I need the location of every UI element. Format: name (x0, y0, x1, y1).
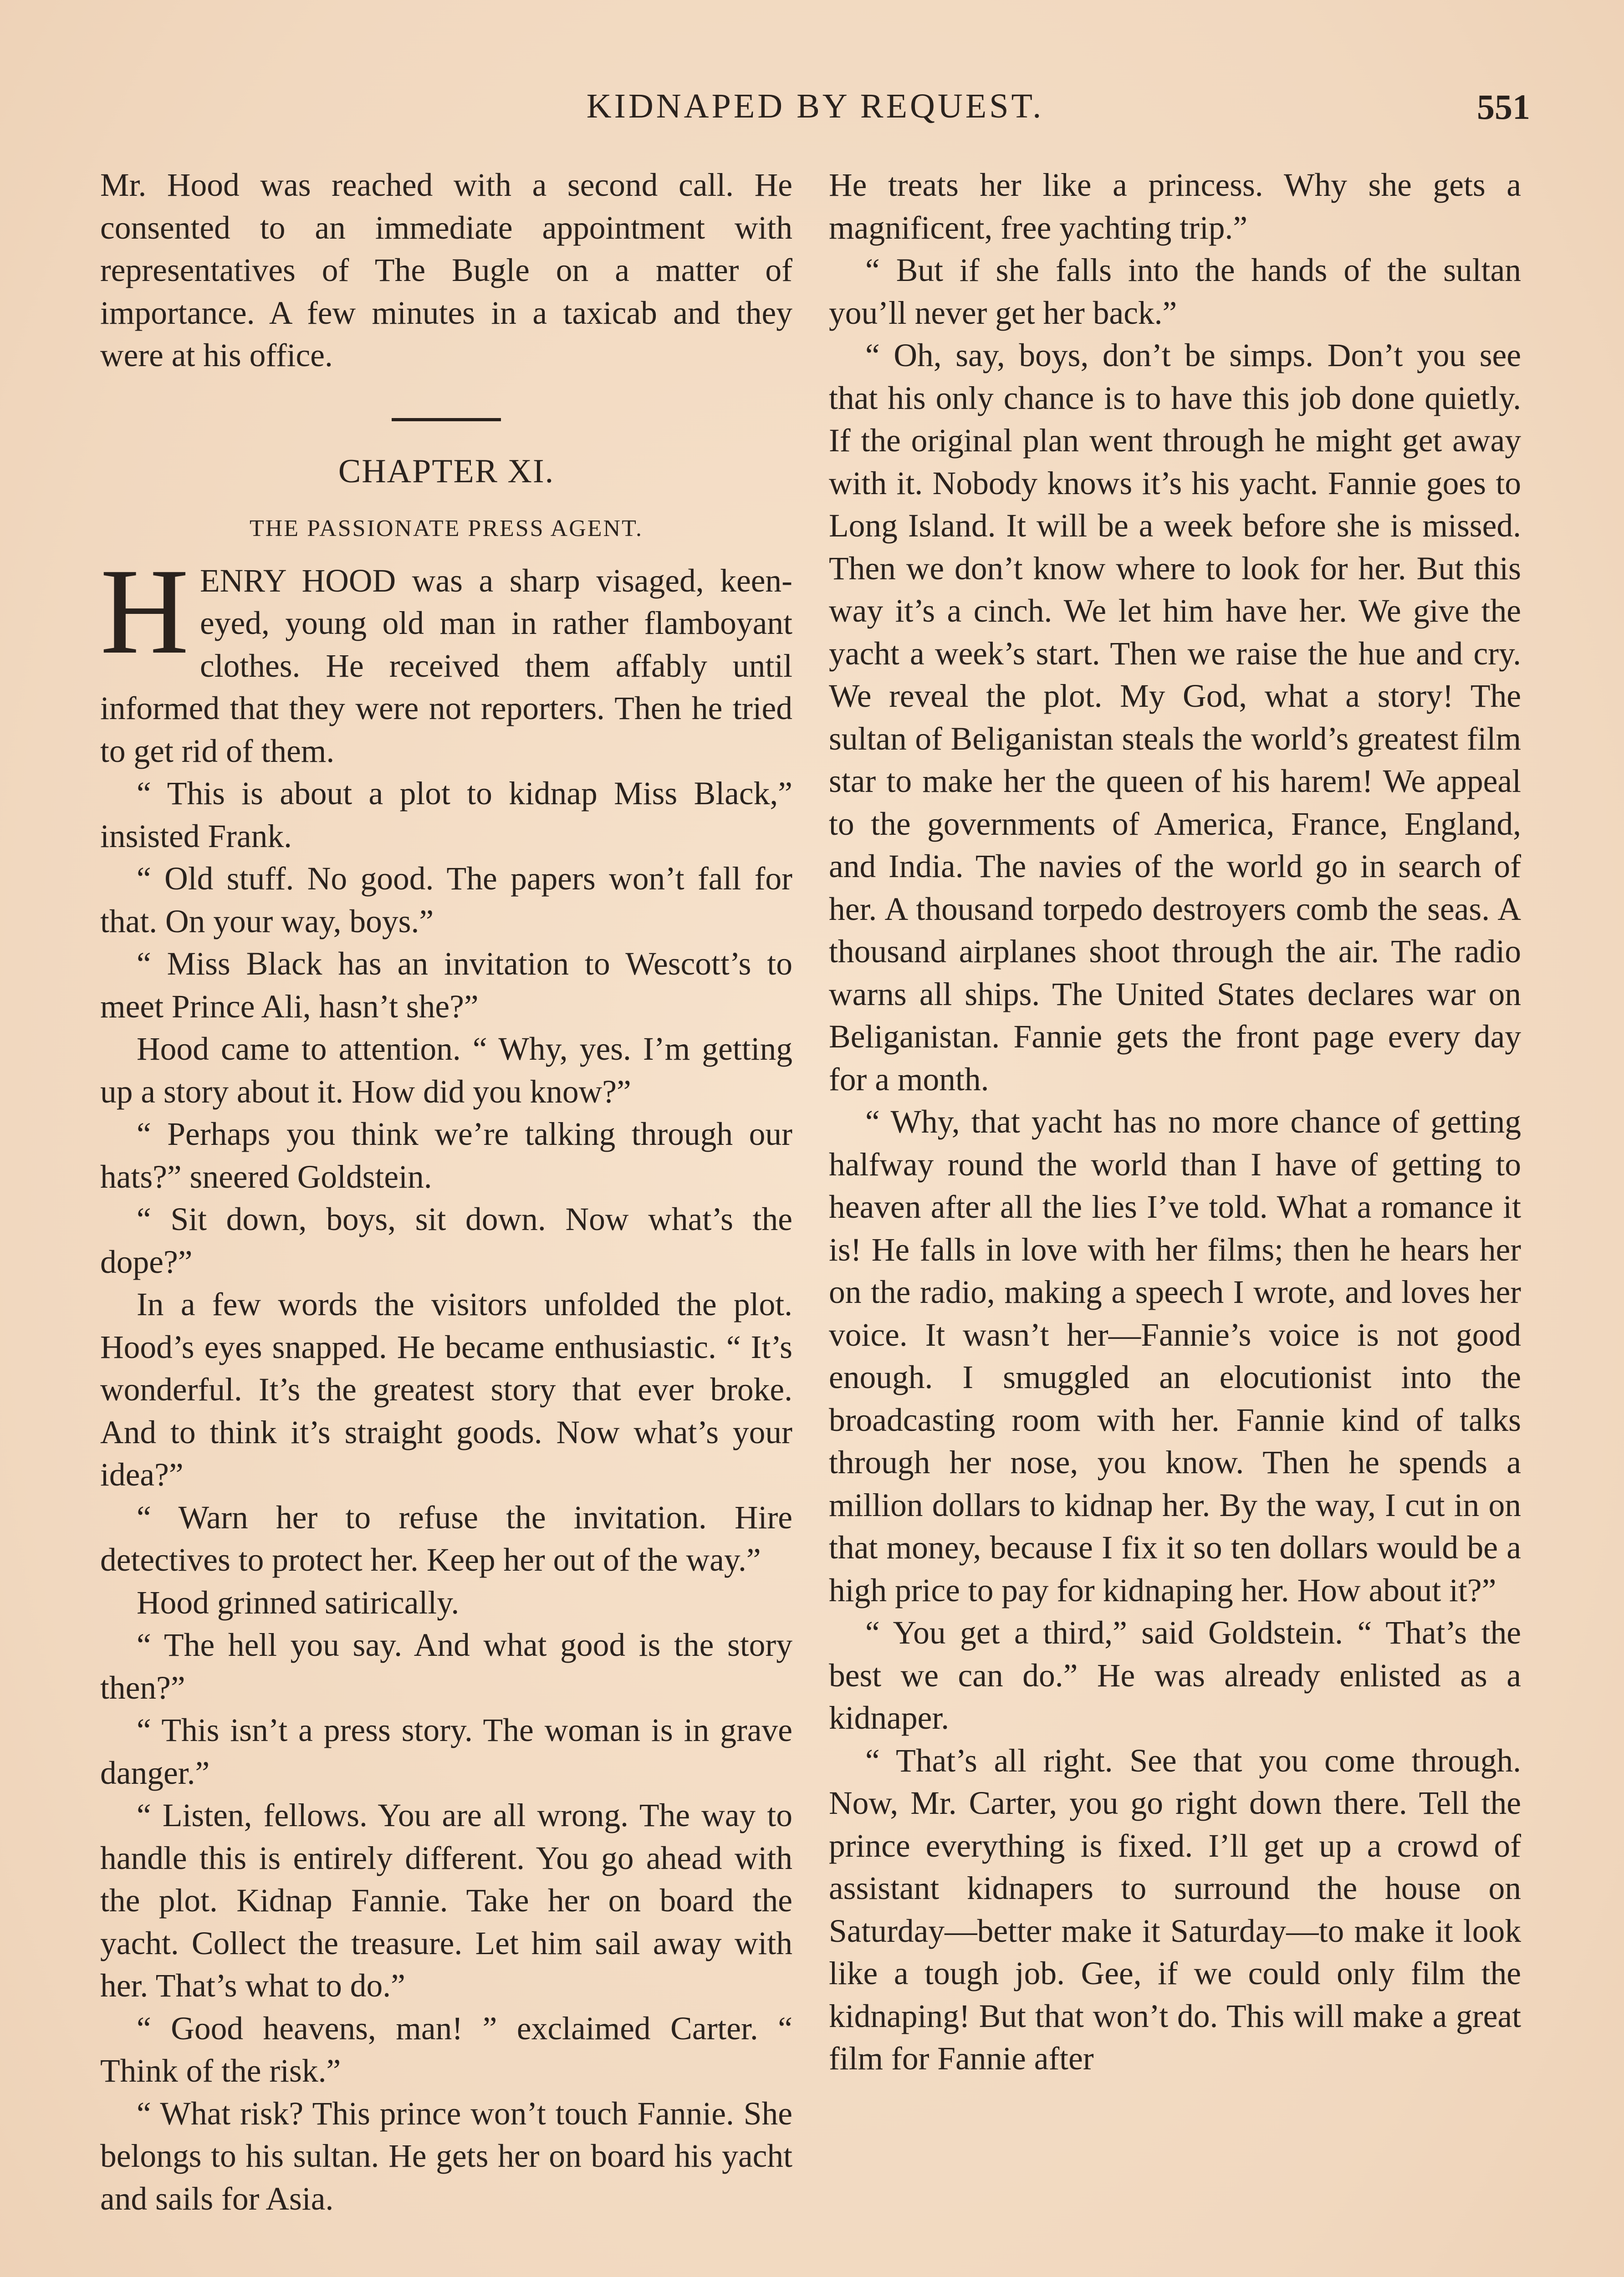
paragraph: “ Listen, fellows. You are all wrong. The way to handle this is entirely different. You go ahead with the plot. Kidnap Fannie. Take her on board the yacht. Collect the treasure. Let him sail away with her. That’s what to do.” (100, 1797, 792, 2004)
paragraph: “ Sit down, boys, sit down. Now what’s the dope?” (100, 1201, 792, 1280)
paragraph: “ The hell you say. And what good is the story then?” (100, 1627, 792, 1706)
paragraph: He treats her like a princess. Why she gets a magnificent, free yachting trip.” (829, 167, 1521, 246)
paragraph: “ What risk? This prince won’t touch Fannie. She belongs to his sultan. He gets her on board his yacht and sails for Asia. (100, 2095, 792, 2217)
right-column (829, 164, 1521, 2080)
paragraph: Hood grinned satirically. (137, 1584, 460, 1621)
opening-text: ENRY HOOD was a sharp visaged, keen-eyed, young old man in rather flamboyant clothes. He received them affably until informed that they were not reporters. Then he tried to get rid of them. (100, 562, 792, 769)
paragraph: “ Oh, say, boys, don’t be simps. Don’t you see that his only chance is to have this job done quietly. If the original plan went through he might get away with it. Nobody knows it’s his yacht. Fannie goes to Long Island. It will be a week before she is missed. Then we don’t know where to look for her. But this way it’s a cinch. We let him have her. We give the yacht a week’s start. Then we raise the hue and cry. We reveal the plot. My God, what a story! The sultan of Beliganistan steals the world’s greatest film star to make her the queen of his harem! We appeal to the governments of America, France, England, and India. The navies of the world go in search of her. A thousand torpedo destroyers comb the seas. A thousand airplanes shoot through the air. The radio warns all ships. The United States declares war on Beliganistan. Fannie gets the front page every day for a month. (829, 337, 1521, 1098)
chapter-title: CHAPTER XI. (338, 452, 555, 490)
paragraph: Hood came to attention. “ Why, yes. I’m getting up a story about it. How did you know?” (100, 1031, 792, 1110)
drop-cap: H (100, 543, 189, 679)
chapter-subtitle: THE PASSIONATE PRESS AGENT. (249, 515, 643, 541)
paragraph: “ But if she falls into the hands of the sultan you’ll never get her back.” (829, 252, 1521, 331)
paragraph: “ This isn’t a press story. The woman is in grave danger.” (100, 1712, 792, 1791)
paragraph: “ Miss Black has an invitation to Wescott’s to meet Prince Ali, hasn’t she?” (100, 946, 792, 1025)
paragraph: Mr. Hood was reached with a second call. He consented to an immediate appointment with representatives of The Bugle on a matter of importance. A few minutes in a taxicab and they were at his office. (100, 167, 792, 373)
paragraph: “ Why, that yacht has no more chance of getting halfway round the world than I have of getting to heaven after all the lies I’ve told. What a romance it is! He falls in love with her films; then he hears her on the radio, making a speech I wrote, and loves her voice. It wasn’t her—Fannie’s voice is not good enough. I smuggled an elocutionist into the broadcasting room with her. Fannie kind of talks through her nose, you know. Then he spends a million dollars to kidnap her. By the way, I cut in on that money, because I fix it so ten dollars would be a high price to pay for kidnaping her. How about it?” (829, 1104, 1521, 1608)
paragraph: “ Warn her to refuse the invitation. Hire detectives to protect her. Keep her out of the way.” (100, 1499, 792, 1578)
section-divider (392, 418, 501, 421)
paragraph: “ Good heavens, man! ” exclaimed Carter. “ Think of the risk.” (100, 2010, 792, 2089)
paragraph: In a few words the visitors unfolded the plot. Hood’s eyes snapped. He became enthusiastic. “ It’s wonderful. It’s the greatest story that ever broke. And to think it’s straight goods. Now what’s your idea?” (100, 1287, 792, 1493)
paragraph: “ You get a third,” said Goldstein. “ That’s the best we can do.” He was already enlisted as a kidnaper. (829, 1615, 1521, 1736)
paragraph: “ This is about a plot to kidnap Miss Black,” insisted Frank. (100, 776, 792, 854)
paragraph: “ Old stuff. No good. The papers won’t fall for that. On your way, boys.” (100, 861, 792, 939)
page-number: 551 (1477, 87, 1530, 127)
paragraph: “ Perhaps you think we’re talking through our hats?” sneered Goldstein. (100, 1116, 792, 1195)
paragraph: “ That’s all right. See that you come through. Now, Mr. Carter, you go right down there. Tell the prince everything is fixed. I’ll get up a crowd of assistant kidnapers to surround the house on Saturday—better make it Saturday—to make it look like a tough job. Gee, if we could only film the kidnaping! But that won’t do. This will make a great film for Fannie after (829, 1742, 1521, 2077)
running-title: KIDNAPED BY REQUEST. (586, 87, 1044, 125)
left-column (100, 164, 792, 2220)
page-header (100, 87, 1530, 137)
opening-paragraph (100, 543, 792, 773)
